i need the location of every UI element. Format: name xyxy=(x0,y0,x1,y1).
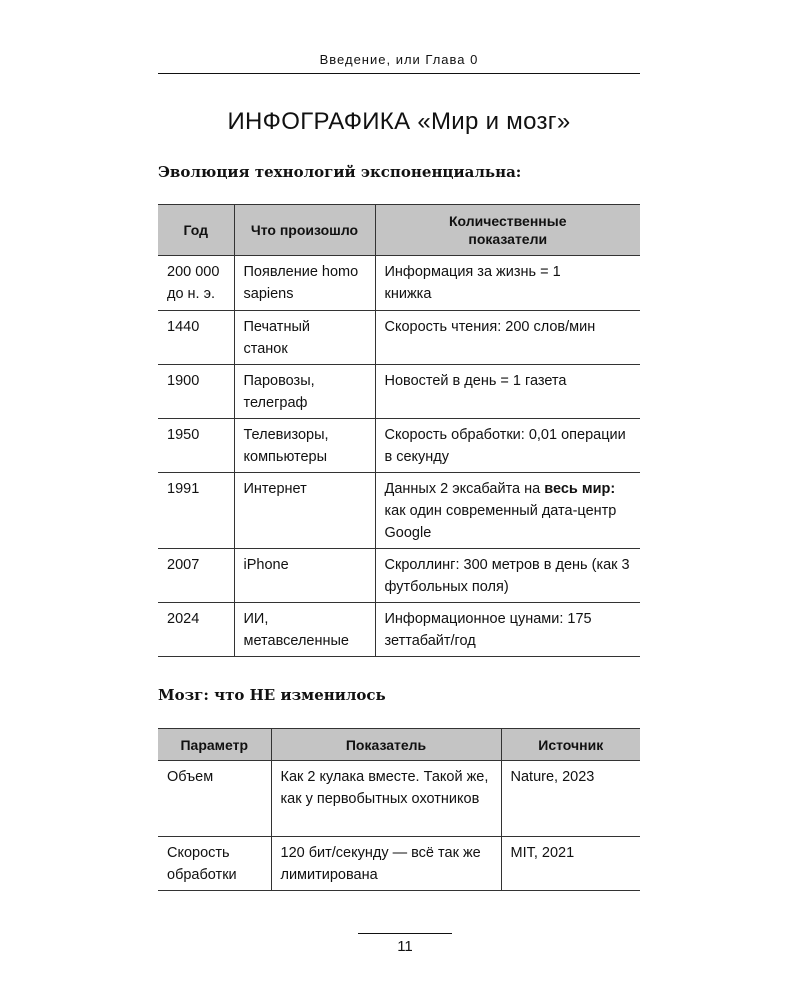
year-cell: 2007 xyxy=(158,549,234,603)
table-header-row xyxy=(158,729,640,761)
value-cell: 120 бит/секунду — всё так же лимитирована xyxy=(271,837,501,891)
event-cell: Телевизоры, компьютеры xyxy=(234,419,375,473)
source-cell: Nature, 2023 xyxy=(501,761,640,837)
brain-table xyxy=(158,728,640,891)
metric-cell: Скорость чтения: 200 слов/мин xyxy=(375,311,640,365)
source-cell: MIT, 2021 xyxy=(501,837,640,891)
year-cell: 2024 xyxy=(158,603,234,657)
column-header-metrics: Количественные показатели xyxy=(375,205,640,256)
column-header-source: Источник xyxy=(501,729,640,761)
metric-text: Данных 2 эксабайта на xyxy=(384,481,545,497)
column-header-parameter: Параметр xyxy=(158,729,271,761)
page-number: 11 xyxy=(397,938,413,955)
year-cell: 200 000 до н. э. xyxy=(158,256,234,311)
table-row xyxy=(158,473,640,549)
column-header-event: Что произошло xyxy=(234,205,375,256)
event-cell: Интернет xyxy=(234,473,375,549)
table-row xyxy=(158,837,640,891)
running-head: Введение, или Глава 0 xyxy=(319,52,479,67)
year-cell: 1440 xyxy=(158,311,234,365)
metric-cell: Информационное цунами: 175 зеттабайт/год xyxy=(375,603,640,657)
table-row xyxy=(158,603,640,657)
column-header-year: Год xyxy=(158,205,234,256)
event-cell: ИИ, метавселенные xyxy=(234,603,375,657)
section-heading-evolution: Эволюция технологий экспоненциальна: xyxy=(158,163,522,181)
year-cell: 1950 xyxy=(158,419,234,473)
table-row xyxy=(158,419,640,473)
value-cell: Как 2 кулака вместе. Такой же, как у первобытных охотников xyxy=(271,761,501,837)
metric-cell: Скорость обработки: 0,01 операции в секунду xyxy=(375,419,640,473)
parameter-cell: Объем xyxy=(158,761,271,837)
metric-text: как один современный дата-центр Google xyxy=(384,503,617,541)
column-header-value: Показатель xyxy=(271,729,501,761)
metric-cell xyxy=(375,473,640,549)
metric-emphasis: весь мир: xyxy=(544,481,616,497)
evolution-table xyxy=(158,204,640,657)
footer-rule xyxy=(358,933,452,934)
year-cell: 1900 xyxy=(158,365,234,419)
event-cell: Появление homo sapiens xyxy=(234,256,375,311)
metric-cell: Информация за жизнь = 1 книжка xyxy=(375,256,640,311)
table-row xyxy=(158,761,640,837)
page-title: ИНФОГРАФИКА «Мир и мозг» xyxy=(227,108,571,135)
metric-cell: Новостей в день = 1 газета xyxy=(375,365,640,419)
section-heading-brain: Мозг: что НЕ изменилось xyxy=(158,686,386,704)
header-rule xyxy=(158,73,640,74)
table-row xyxy=(158,311,640,365)
event-cell: iPhone xyxy=(234,549,375,603)
table-row xyxy=(158,549,640,603)
event-cell: Паровозы, телеграф xyxy=(234,365,375,419)
table-row xyxy=(158,365,640,419)
table-header-row xyxy=(158,205,640,256)
parameter-cell: Скорость обработки xyxy=(158,837,271,891)
table-row xyxy=(158,256,640,311)
year-cell: 1991 xyxy=(158,473,234,549)
event-cell: Печатный станок xyxy=(234,311,375,365)
metric-cell: Скроллинг: 300 метров в день (как 3 футбольных поля) xyxy=(375,549,640,603)
